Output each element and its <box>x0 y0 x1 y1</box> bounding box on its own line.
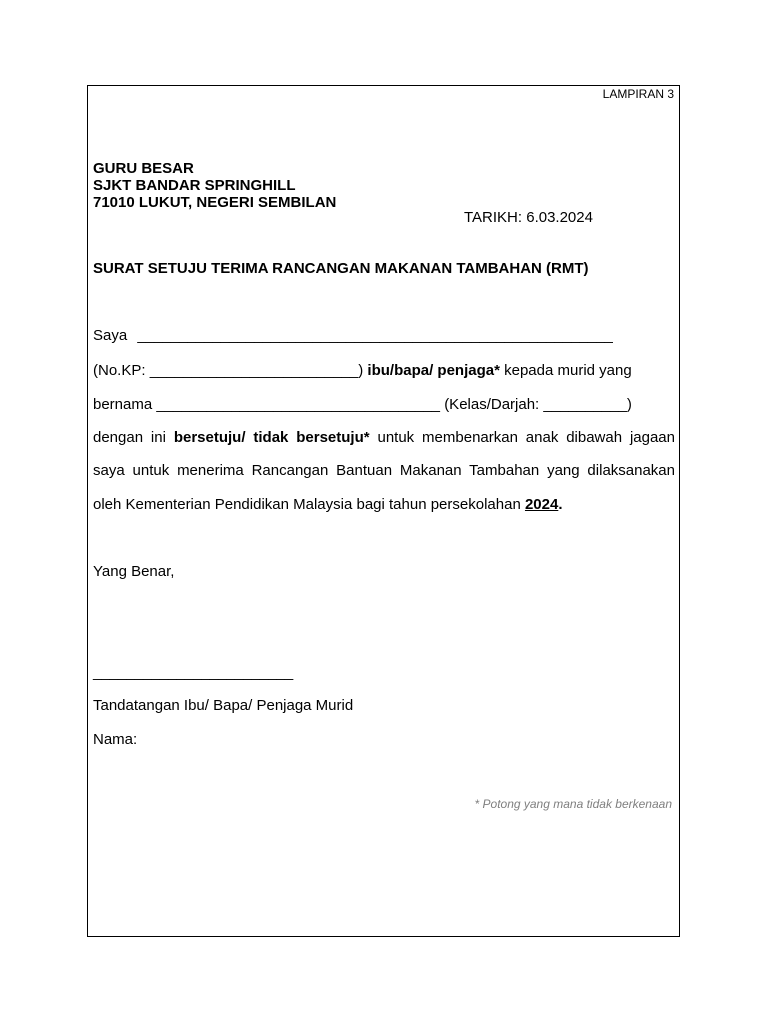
nokp-prefix: (No.KP: <box>93 362 150 379</box>
form-line-consent <box>93 429 675 446</box>
consent-suffix: untuk membenarkan anak dibawah jagaan <box>377 429 675 446</box>
recipient-title: GURU BESAR <box>93 160 194 177</box>
school-year: 2024 <box>524 496 559 513</box>
closing-salutation: Yang Benar, <box>93 563 175 580</box>
letter-date: TARIKH: 6.03.2024 <box>464 209 593 226</box>
form-line-bernama <box>93 396 632 413</box>
form-line-saya <box>93 327 613 344</box>
consent-prefix: dengan ini <box>93 429 166 446</box>
name-label: Nama: <box>93 731 138 748</box>
appendix-label: LAMPIRAN 3 <box>602 87 674 101</box>
recipient-school: SJKT BANDAR SPRINGHILL <box>93 177 296 194</box>
saya-label: Saya <box>93 327 128 344</box>
consent-choice: bersetuju/ tidak bersetuju* <box>173 429 370 446</box>
nokp-suffix: kepada murid yang <box>499 362 632 379</box>
nokp-close: ) <box>358 362 364 379</box>
kelas-label: (Kelas/Darjah: <box>444 396 540 413</box>
form-line-ministry <box>93 496 563 513</box>
bernama-blank[interactable]: __________________________________ <box>156 396 441 413</box>
line-end-period: . <box>558 496 563 513</box>
recipient-address: 71010 LUKUT, NEGERI SEMBILAN <box>93 194 337 211</box>
signature-line[interactable]: ________________________ <box>93 664 294 681</box>
kelas-blank[interactable]: __________) <box>543 396 632 413</box>
parent-role: ibu/bapa/ penjaga* <box>367 362 500 379</box>
saya-blank[interactable]: _________________________________________________________ <box>137 327 613 344</box>
footnote: * Potong yang mana tidak berkenaan <box>474 797 672 811</box>
form-line-program: saya untuk menerima Rancangan Bantuan Makanan Tambahan yang dilaksanakan <box>93 462 675 479</box>
signature-label: Tandatangan Ibu/ Bapa/ Penjaga Murid <box>93 697 354 714</box>
form-line-nokp <box>93 362 632 379</box>
ministry-text: oleh Kementerian Pendidikan Malaysia bagi tahun persekolahan <box>93 496 525 513</box>
letter-title: SURAT SETUJU TERIMA RANCANGAN MAKANAN TAMBAHAN (RMT) <box>93 260 589 277</box>
bernama-label: bernama <box>93 396 153 413</box>
nokp-blank[interactable]: _________________________ <box>149 362 359 379</box>
